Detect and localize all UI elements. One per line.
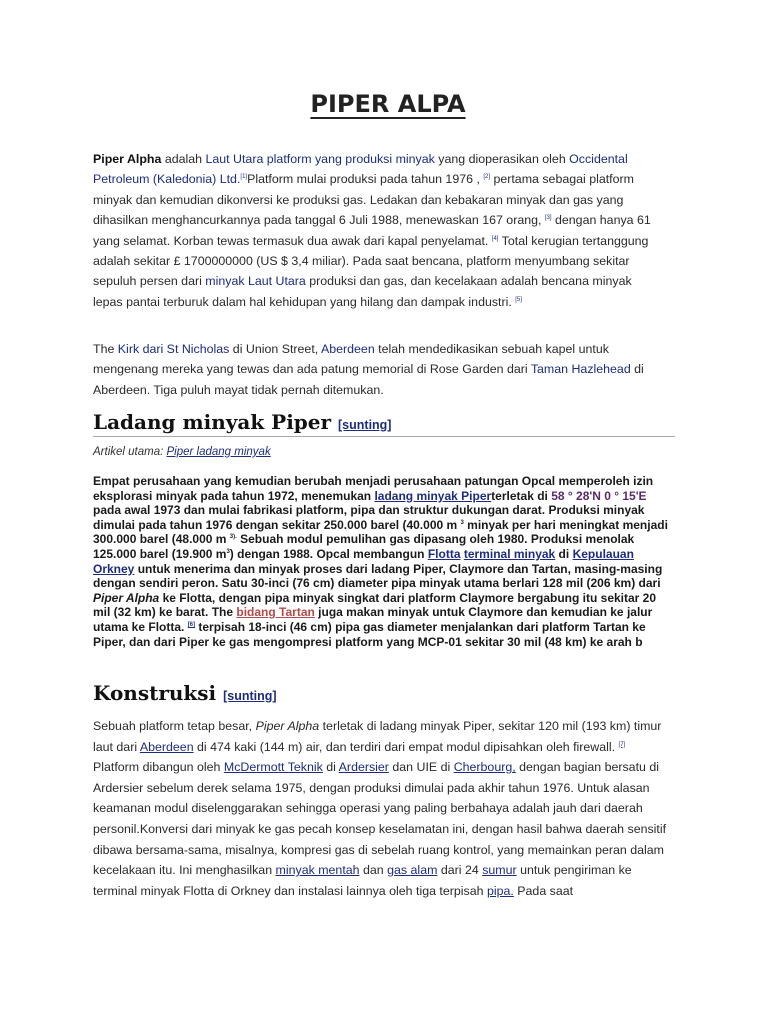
ref-1[interactable]: [1] <box>240 174 248 181</box>
ref-2[interactable]: [2] <box>483 174 491 181</box>
ref-3[interactable]: [3] <box>544 215 552 222</box>
text: di Aberdeen. Tiga puluh mayat tidak pernah ditemukan. <box>93 362 644 397</box>
text: Sebuah modul pemulihan gas dipasang oleh 1980. Produksi menolak 125.000 barel (19.900 m <box>93 532 635 561</box>
superscript: 3 <box>460 519 464 526</box>
konstruksi-paragraph <box>93 716 668 901</box>
text: Total kerugian tertanggung adalah sekitar £ 1700000000 (US $ 3,4 miliar). Pada saat bencana, platform menyumbang sekitar sepuluh persen dari <box>93 233 649 289</box>
main-article-note <box>93 446 271 458</box>
link-mcdermott[interactable]: McDermott Teknik <box>223 760 323 775</box>
edit-link[interactable]: [sunting] <box>223 689 277 703</box>
link-ladang-minyak-piper[interactable]: ladang minyak Piper <box>374 488 492 503</box>
ref-7[interactable]: [7] <box>618 741 626 748</box>
text: terpisah 18-inci (46 cm) pipa gas diameter menjalankan dari platform Tartan ke Piper, dan dari Piper ke gas mengompresi platform yang MCP-01 sekitar 30 mil (48 km) ke arah b <box>93 619 646 649</box>
link-terminal-minyak[interactable]: terminal minyak <box>463 546 556 561</box>
superscript: 3). <box>229 534 237 541</box>
text: di <box>322 760 339 775</box>
heading-text: Konstruksi <box>93 681 217 705</box>
text: di 474 kaki (144 m) air, dan terdiri dari empat modul dipisahkan oleh firewall. <box>193 739 619 754</box>
link-minyak-laut-utara[interactable]: minyak Laut Utara <box>205 274 306 289</box>
text: minyak per hari meningkat menjadi 300.000 barel (48.000 m <box>93 517 668 547</box>
section-heading-konstruksi <box>93 681 675 705</box>
link-kirk-st-nicholas[interactable]: Kirk dari St Nicholas <box>117 342 230 356</box>
heading-text: Ladang minyak Piper <box>93 410 332 434</box>
text: Pada saat <box>513 883 574 898</box>
text: Platform mulai produksi pada tahun 1976 , <box>247 172 484 187</box>
text: Platform dibangun oleh <box>93 760 224 775</box>
link-bidang-tartan[interactable]: bidang Tartan <box>236 605 315 620</box>
memorial-paragraph <box>93 339 668 400</box>
superscript: 3 <box>226 548 230 555</box>
text: Empat perusahaan yang kemudian berubah menjadi perusahaan patungan Opcal memperoleh izin eksplorasi minyak pada tahun 1972, menemukan <box>93 474 654 503</box>
link-aberdeen[interactable]: Aberdeen <box>139 739 194 754</box>
link-occidental[interactable]: Occidental Petroleum (Kaledonia) Ltd. <box>93 152 628 187</box>
text: pertama sebagai platform minyak dan kemudian dikonversi ke produksi gas. Ledakan dan kebakaran minyak dan gas yang dihasilkan menghancurkannya pada tanggal 6 Juli 1988, menewaskan 167 orang, <box>93 172 634 228</box>
link-ardersier[interactable]: Ardersier <box>338 760 389 775</box>
link-flotta[interactable]: Flotta <box>427 546 461 561</box>
ref-6[interactable]: [6] <box>187 621 196 628</box>
text: telah mendedikasikan sebuah kapel untuk mengenang mereka yang tewas dan ada patung memorial di Rose Garden dari <box>93 342 609 377</box>
term-piper-alpha: Piper Alpha <box>255 719 320 733</box>
link-laut-utara[interactable]: Laut Utara platform yang produksi minyak <box>205 152 435 166</box>
artikel-label: Artikel utama: <box>93 446 167 458</box>
text: Sebuah platform tetap besar, <box>93 719 256 733</box>
text: terletak di <box>491 488 552 503</box>
edit-link[interactable]: [sunting] <box>338 418 392 432</box>
text: dan UIE di <box>388 760 454 775</box>
text: terletak di ladang minyak Piper, sekitar 120 mil (193 km) timur laut dari <box>93 719 662 754</box>
text: untuk pengiriman ke terminal minyak Flotta di Orkney dan instalasi lainnya oleh tiga terpisah <box>93 863 632 898</box>
link-aberdeen[interactable]: Aberdeen <box>320 342 375 356</box>
text: ) dengan 1988. Opcal membangun <box>229 546 428 561</box>
link-gas-alam[interactable]: gas alam <box>387 863 438 878</box>
term-piper-alpha: Piper Alpha <box>93 152 162 166</box>
text: dari 24 <box>437 863 483 878</box>
link-kepulauan-orkney[interactable]: Kepulauan Orkney <box>93 546 634 576</box>
section-heading-ladang <box>93 410 675 437</box>
link-cherbourg[interactable]: Cherbourg, <box>453 760 516 775</box>
ref-5[interactable]: [5] <box>515 296 522 303</box>
text: di Union Street, <box>229 342 321 356</box>
term-piper-alpha: Piper Alpha <box>93 590 160 605</box>
link-taman-hazlehead[interactable]: Taman Hazlehead <box>530 362 631 377</box>
link-sumur[interactable]: sumur <box>482 863 517 878</box>
text: untuk menerima dan minyak proses dari ladang Piper, Claymore dan Tartan, masing-masing dengan sendiri peron. Satu 30-inci (76 cm) diameter pipa minyak utama berlari 128 mil (206 km) dari <box>93 561 663 591</box>
coordinates-link[interactable]: 58 ° 28'N 0 ° 15'E <box>551 488 647 503</box>
text: juga makan minyak untuk Claymore dan kemudian ke jalur utama ke Flotta. <box>93 605 653 634</box>
intro-paragraph <box>93 149 653 312</box>
text: pada awal 1973 dan mulai fabrikasi platform, pipa dan struktur dukungan darat. Produksi minyak dimulai pada tahun 1976 dengan sekitar 250.000 barel (40.000 m <box>93 503 645 532</box>
text: dengan bagian bersatu di Ardersier sebelum derek selama 1975, dengan produksi dimulai pada akhir tahun 1976. Untuk alasan keamanan modul diselenggarakan sehingga operasi yang paling berbahaya adalah jauh dari daerah personil.Konversi dari minyak ke gas pecah konsep keselamatan ini, dengan hasil bahwa daerah sensitif dibawa bersama-sama, misalnya, kompresi gas di sebelah ruang kontrol, yang memainkan peran dalam kecelakaan itu. Ini menghasilkan <box>93 760 667 878</box>
text: adalah <box>161 152 206 166</box>
page-title: PIPER ALPA <box>310 90 466 118</box>
text: produksi dan gas, dan kecelakaan adalah bencana minyak lepas pantai terburuk dalam hal kehidupan yang hilang dan dampak industri. <box>93 274 632 309</box>
link-minyak-mentah[interactable]: minyak mentah <box>275 863 360 878</box>
text: di <box>555 546 573 561</box>
text: yang dioperasikan oleh <box>434 152 570 166</box>
text: ke Flotta, dengan pipa minyak singkat dari platform Claymore bergabung itu sekitar 20 mil (32 km) ke barat. The <box>93 590 657 620</box>
text: dan <box>359 863 388 878</box>
text: dengan hanya 61 yang selamat. Korban tewas termasuk dua awak dari kapal penyelamat. <box>93 213 651 248</box>
ref-4[interactable]: [4] <box>491 235 499 242</box>
ladang-paragraph <box>93 474 668 649</box>
text: The <box>93 342 118 356</box>
link-piper-ladang-minyak[interactable]: Piper ladang minyak <box>166 446 271 458</box>
link-pipa[interactable]: pipa. <box>486 883 514 898</box>
